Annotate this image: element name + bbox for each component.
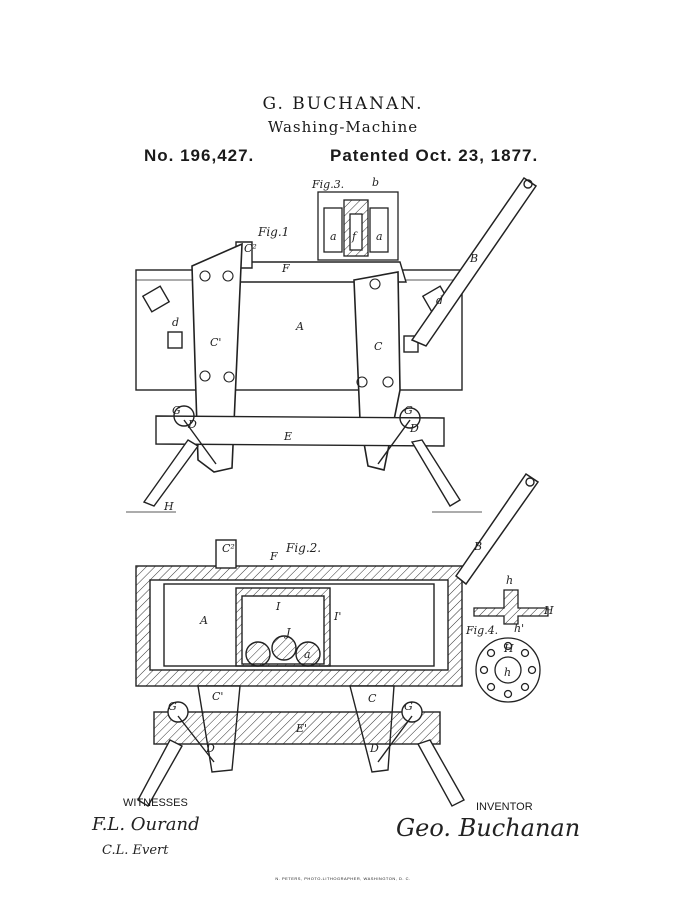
letter-D-left: D bbox=[188, 418, 197, 431]
letter-h-center: h bbox=[504, 666, 512, 679]
letter-H-center: H bbox=[504, 642, 514, 655]
letter-C2-fig2: C² bbox=[222, 542, 235, 555]
letter-h-top: h bbox=[506, 574, 514, 587]
letter-A-fig2: A bbox=[200, 614, 208, 627]
letter-G-fig2-left: G bbox=[168, 700, 177, 713]
letter-I: I bbox=[276, 600, 281, 613]
letter-G-left: G bbox=[172, 404, 181, 417]
inventor-label: INVENTOR bbox=[476, 801, 533, 813]
letter-C2-fig1: C² bbox=[244, 242, 257, 255]
inventor-name: G. BUCHANAN. bbox=[262, 94, 424, 114]
letter-h1: h' bbox=[514, 622, 525, 635]
patent-date: Patented Oct. 23, 1877. bbox=[330, 146, 539, 165]
letter-G-right: G bbox=[404, 404, 413, 417]
patent-number: No. 196,427. bbox=[144, 146, 255, 165]
letter-B-fig2: B bbox=[474, 540, 483, 553]
letter-D-right: D bbox=[410, 422, 419, 435]
letter-A-fig1: A bbox=[296, 320, 304, 333]
witness-signature-1: F.L. Ourand bbox=[92, 814, 200, 835]
witness-signature-2: C.L. Evert bbox=[102, 843, 169, 858]
letter-E1-fig2: E' bbox=[296, 722, 308, 735]
fig4-label: Fig.4. bbox=[466, 624, 499, 637]
witnesses-label: WITNESSES bbox=[123, 797, 188, 809]
letter-I1: I' bbox=[334, 610, 342, 623]
letter-D-fig2-right: D bbox=[370, 742, 379, 755]
patent-title: Washing-Machine bbox=[267, 118, 419, 136]
letter-C1-fig1: C' bbox=[210, 336, 222, 349]
fig2-label: Fig.2. bbox=[286, 541, 322, 555]
letter-d-right: d bbox=[436, 294, 444, 307]
letter-F: F bbox=[282, 262, 290, 275]
letter-F-fig2: F bbox=[270, 550, 278, 563]
letter-C-fig2: C bbox=[368, 692, 377, 705]
letter-b: b bbox=[372, 176, 380, 189]
letter-f: f bbox=[352, 230, 357, 243]
figure-2 bbox=[136, 474, 538, 806]
letter-a-left: a bbox=[330, 230, 337, 243]
letter-H-fig1: H bbox=[164, 500, 174, 513]
letter-a-right: a bbox=[376, 230, 383, 243]
letter-D-fig2: D bbox=[206, 742, 215, 755]
figure-3 bbox=[318, 192, 398, 260]
letter-C-fig1: C bbox=[374, 340, 383, 353]
letter-d-left: d bbox=[172, 316, 180, 329]
inventor-signature: Geo. Buchanan bbox=[396, 814, 581, 842]
fig2-handle bbox=[456, 474, 538, 584]
letter-a-roller: a bbox=[304, 648, 311, 661]
lithographer-credit: N. PETERS, PHOTO-LITHOGRAPHER, WASHINGTON, D. C. bbox=[275, 876, 411, 881]
letter-C1-fig2: C' bbox=[212, 690, 224, 703]
letter-H-fig4: H bbox=[544, 604, 554, 617]
letter-G-fig2-right: G bbox=[404, 700, 413, 713]
fig3-label: Fig.3. bbox=[312, 178, 345, 191]
fig1-label: Fig.1 bbox=[258, 225, 290, 239]
letter-E-fig1: E bbox=[284, 430, 293, 443]
letter-B-fig1: B bbox=[470, 252, 479, 265]
letter-J: J bbox=[286, 626, 291, 639]
